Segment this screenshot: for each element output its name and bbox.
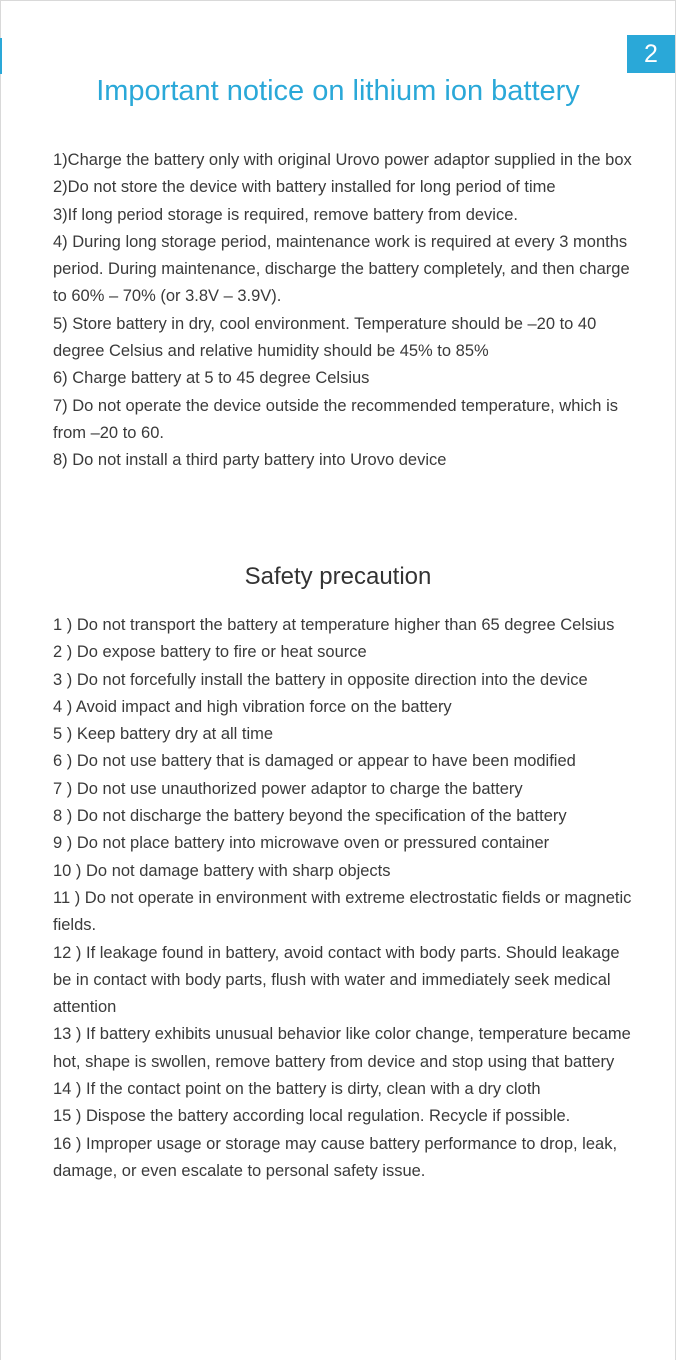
notice-item-4: 4) During long storage period, maintenance work is required at every 3 months period. During maintenance, discharge the battery completely, and then charge to 60% – 70% (or 3.8V – 3.9V). <box>53 232 630 306</box>
safety-item-1: 1 ) Do not transport the battery at temperature higher than 65 degree Celsius <box>53 616 615 634</box>
safety-item-5: 5 ) Keep battery dry at all time <box>53 725 274 744</box>
safety-item-15: 15 ) Dispose the battery according local regulation. Recycle if possible. <box>53 1107 571 1126</box>
notice-item-6: 6) Charge battery at 5 to 45 degree Celsius <box>53 369 370 388</box>
notice-item-3: 3)If long period storage is required, remove battery from device. <box>53 205 518 224</box>
safety-item-8: 8 ) Do not discharge the battery beyond the specification of the battery <box>53 807 567 826</box>
page-number-badge: 2 <box>627 35 675 73</box>
safety-item-10: 10 ) Do not damage battery with sharp objects <box>53 861 391 880</box>
safety-list <box>53 612 633 1185</box>
safety-item-9: 9 ) Do not place battery into microwave oven or pressured container <box>53 834 550 853</box>
safety-item-11: 11 ) Do not operate in environment with extreme electrostatic fields or magnetic fields. <box>53 888 632 935</box>
safety-item-12: 12 ) If leakage found in battery, avoid contact with body parts. Should leakage be in contact with body parts, flush with water and immediately seek medical attention <box>53 943 620 1017</box>
safety-item-16: 16 ) Improper usage or storage may cause battery performance to drop, leak, damage, or even escalate to personal safety issue. <box>53 1134 618 1180</box>
safety-item-7: 7 ) Do not use unauthorized power adaptor to charge the battery <box>53 779 523 798</box>
safety-item-14: 14 ) If the contact point on the battery is dirty, clean with a dry cloth <box>53 1080 541 1099</box>
notice-item-1: 1)Charge the battery only with original Urovo power adaptor supplied in the box <box>53 151 632 169</box>
safety-item-6: 6 ) Do not use battery that is damaged or appear to have been modified <box>53 752 576 771</box>
notice-title: Important notice on lithium ion battery <box>96 75 580 107</box>
left-edge-marker <box>0 38 2 74</box>
safety-item-13: 13 ) If battery exhibits unusual behavior like color change, temperature became hot, shape is swollen, remove battery from device and stop using that battery <box>53 1025 631 1071</box>
notice-item-5: 5) Store battery in dry, cool environment. Temperature should be –20 to 40 degree Celsius and relative humidity should be 45% to 85% <box>53 314 597 361</box>
safety-item-4: 4 ) Avoid impact and high vibration force on the battery <box>53 697 452 716</box>
safety-item-3: 3 ) Do not forcefully install the battery in opposite direction into the device <box>53 670 588 689</box>
notice-item-7: 7) Do not operate the device outside the recommended temperature, which is from –20 to 60. <box>53 396 618 442</box>
safety-title: Safety precaution <box>244 563 432 590</box>
safety-item-2: 2 ) Do expose battery to fire or heat source <box>53 643 367 662</box>
notice-item-2: 2)Do not store the device with battery installed for long period of time <box>53 178 556 197</box>
notice-item-8: 8) Do not install a third party battery into Urovo device <box>53 451 447 470</box>
notice-list <box>53 147 633 475</box>
